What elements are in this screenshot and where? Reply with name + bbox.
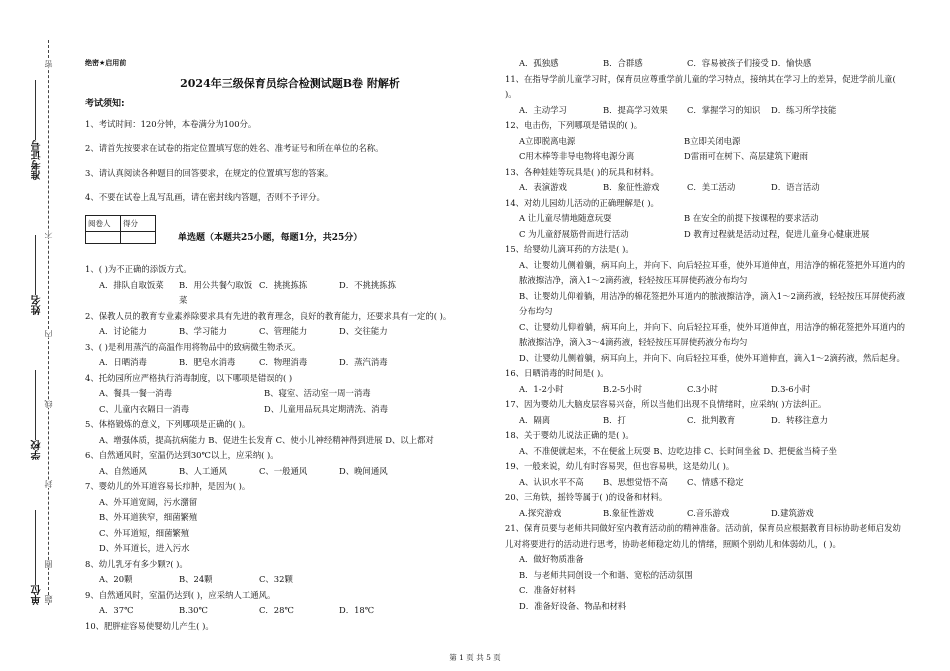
answer-option: B、24颗: [179, 574, 213, 584]
answer-option: A．1-2小时: [519, 383, 564, 394]
answer-option: B．合群感: [603, 58, 643, 68]
question-stem: 13、各种娃娃等玩具是( )的玩具和材料。: [505, 166, 659, 177]
answer-option: B、外耳道狭窄，细菌繁殖: [99, 512, 198, 522]
answer-option: D.3-6小时: [771, 383, 811, 394]
note-item: 2、请首先按要求在试卷的指定位置填写您的姓名、准考证号和所在单位的名称。: [85, 143, 384, 153]
question-stem: 6、自然通风时，室温仍达到30℃以上，应采纳( )。: [85, 450, 279, 460]
page-title: 2024年三级保育员综合检测试题B卷 附解析: [180, 76, 400, 90]
name-label: 姓名: [32, 295, 43, 315]
option-row: [519, 134, 905, 150]
answer-option: B、寝室、活动室一周一消毒: [264, 388, 371, 398]
score-table-header: 得分: [121, 215, 156, 232]
answer-option: A、自然通风: [99, 465, 147, 476]
secret-label: 绝密★启用前: [85, 59, 127, 67]
answer-option: C．准备好材料: [519, 585, 576, 595]
answer-option: D雷雨可在树下、高层建筑下避雨: [684, 151, 808, 161]
question-stem: 9、自然通风时，室温仍达到( )，应采纳人工通风。: [85, 589, 276, 600]
question-stem: 7、婴幼儿的外耳道容易长疖肿，是因为( )。: [85, 481, 251, 491]
answer-option: A．表演游戏: [519, 182, 567, 192]
option-row: [519, 227, 905, 243]
answer-option: B．与老师共同创设一个和谐、宽松的活动氛围: [519, 569, 693, 580]
question-stem: 5、体格锻炼的意义，下列哪项是正确的( )。: [85, 419, 251, 429]
answer-option: A、认识水平不高: [519, 476, 584, 487]
answer-option: A、餐具一餐一消毒: [99, 388, 173, 398]
answer-option: B 在安全的前提下按课程的要求活动: [684, 213, 819, 223]
section-title: 单选题（本题共25小题，每题1分，共25分）: [178, 232, 363, 243]
question-stem: 3、( )是利用蒸汽的高温作用将物品中的致病微生物杀灭。: [85, 341, 301, 352]
answer-option: C、32颗: [259, 574, 293, 584]
answer-option: D．练习所学技能: [771, 104, 837, 115]
question-stem: 17、因为婴幼儿大脑皮层容易兴奋，所以当他们出现不良情绪时，应采纳( )方法纠正。: [505, 399, 827, 409]
answer-option: D、晚间通风: [339, 465, 388, 476]
dashed-mark: 封: [44, 480, 53, 488]
question-stem: 4、托幼园所应严格执行消毒制度，以下哪项是错误的( ): [85, 372, 293, 383]
seal-dashed-line: [48, 40, 49, 605]
answer-option: C、让婴幼儿仰着躺，病耳向上，并向下、向后轻拉耳垂，使外耳道伸直，用洁净的棉花签把外耳道内的脓液擦洁净，滴入3～4滴药液，轻轻按压耳屏使药液分布均匀: [519, 321, 905, 347]
answer-option: A．孤独感: [519, 58, 559, 68]
note-item: 1、考试时间：120分钟，本卷满分为100分。: [85, 118, 257, 129]
school-blank: [35, 370, 36, 440]
option-row: [519, 103, 905, 119]
question-stem: 16、日晒消毒的时间是( )。: [505, 368, 609, 378]
answer-option: A．隔离: [519, 414, 551, 425]
question-stem: 18、关于婴幼儿说法正确的是( )。: [505, 430, 634, 440]
option-row: [519, 382, 905, 398]
answer-option: D、外耳道长，进入污水: [99, 543, 190, 553]
school-label: 学校: [32, 440, 43, 460]
answer-option: B．打: [603, 414, 626, 425]
answer-option: A、让婴幼儿侧着躺，病耳向上，并向下、向后轻拉耳垂，使外耳道伸直，用洁净的棉花签把外耳道内的脓液擦洁净，滴入1～2滴药液，轻轻按压耳屏使药液分布均匀: [519, 259, 905, 285]
answer-option: D、交往能力: [339, 326, 388, 336]
right-column: [505, 56, 905, 614]
answer-option: C、儿童内衣隔日一消毒: [99, 403, 190, 414]
answer-option: A.探究游戏: [519, 507, 562, 518]
question-stem: 12、电击伤，下列哪项是错误的( )。: [505, 120, 643, 130]
name-blank: [35, 235, 36, 295]
answer-option: A立即脱离电源: [519, 135, 576, 146]
score-table-header: 阅卷人: [86, 215, 121, 232]
option-row: [519, 211, 905, 227]
answer-option: C．批判教育: [687, 414, 736, 425]
answer-option: C用木棒等非导电物将电源分离: [519, 151, 635, 161]
answer-option: C、外耳道短，细菌繁殖: [99, 527, 190, 538]
answer-option: A、20颗: [99, 574, 133, 584]
answer-option: C 为儿童舒展筋骨而进行活动: [519, 228, 629, 239]
score-table: [85, 215, 156, 245]
question-stem: 19、一般来说，幼儿有时容易哭，但也容易哄，这是幼儿( )。: [505, 461, 735, 471]
answer-option: D、让婴幼儿侧着躺，病耳向上，并向下、向后轻拉耳垂，使外耳道伸直，滴入1～2滴药液，然后起身。: [519, 352, 905, 363]
answer-option: D．18℃: [339, 605, 375, 615]
answer-option: B．提高学习效果: [603, 104, 668, 115]
option-row: [519, 506, 905, 522]
left-question-list: [85, 262, 495, 634]
option-row: [99, 572, 495, 588]
note-item: 3、请认真阅读各种题目的回答要求，在规定的位置填写您的答案。: [85, 167, 334, 178]
answer-option: A、不准便就起来，不在便盆上玩耍 B、边吃边排 C、长时间坐盆 D、把便盆当椅子坐: [519, 445, 838, 456]
answer-option: B、让婴幼儿仰着躺，用洁净的棉花签把外耳道内的脓液擦洁净，滴入1～2滴药液，轻轻按压耳屏使药液分布均匀: [519, 290, 905, 316]
question-stem: 1、( )为不正确的添饭方式。: [85, 264, 192, 274]
answer-option: A．排队自取饭菜: [99, 279, 164, 290]
answer-option: B、学习能力: [179, 326, 228, 336]
option-row: [99, 603, 495, 619]
answer-option: D、儿童用品玩具定期清洗、消毒: [264, 403, 388, 414]
answer-option: D．蒸汽消毒: [339, 357, 388, 367]
dashed-mark: 圈: [44, 560, 53, 568]
answer-option: A 让儿童尽情地随意玩耍: [519, 213, 612, 223]
answer-option: C．物理消毒: [259, 357, 308, 367]
option-row: [99, 324, 495, 340]
answer-option: D．语言活动: [771, 182, 820, 192]
answer-option: A．做好物质准备: [519, 554, 584, 564]
answer-option: B.象征性游戏: [603, 507, 654, 518]
score-cell[interactable]: [86, 232, 121, 244]
option-row: [99, 355, 495, 371]
answer-option: D．不挑挑拣拣: [339, 279, 396, 290]
dashed-mark: 题: [44, 595, 53, 603]
note-item: 4、不要在试卷上乱写乱画，请在密封线内答题，否则不予评分。: [85, 192, 325, 202]
option-row: [519, 180, 905, 196]
answer-option: B、人工通风: [179, 465, 228, 476]
answer-option: A、外耳道宽阔，污水潴留: [99, 496, 198, 507]
question-stem: 11、在指导学前儿童学习时，保育员应尊重学前儿童的学习特点，接纳其在学习上的差异，促进学前儿童( )。: [505, 73, 896, 99]
left-column: [85, 56, 495, 634]
dashed-mark: 线: [44, 400, 53, 408]
answer-option: C.3小时: [687, 383, 718, 394]
answer-option: A．37℃: [99, 605, 134, 615]
answer-option: B.2-5小时: [603, 383, 643, 394]
answer-option: C．美工活动: [687, 182, 736, 192]
answer-option: A．讨论能力: [99, 326, 147, 336]
answer-option: A．日晒消毒: [99, 357, 147, 367]
dashed-mark: 内: [44, 330, 53, 338]
binding-margin: [0, 40, 60, 640]
option-row: [99, 464, 495, 480]
answer-option: D 教育过程就是活动过程，促进儿童身心健康进展: [684, 228, 870, 239]
answer-option: C、一般通风: [259, 465, 308, 476]
question-stem: 14、对幼儿园幼儿活动的正确理解是( )。: [505, 197, 659, 208]
option-row: [519, 56, 905, 72]
answer-option: C.音乐游戏: [687, 507, 730, 518]
answer-option: C、情感不稳定: [687, 476, 744, 487]
answer-option: C．挑挑拣拣: [259, 279, 308, 290]
page-footer: 第 1 页 共 5 页: [449, 653, 501, 662]
answer-option: D．转移注意力: [771, 414, 828, 425]
answer-option: C．容易被孩子们接受: [687, 58, 769, 68]
option-row: [519, 475, 905, 491]
answer-option: A．主动学习: [519, 104, 567, 115]
unit-label: 单位: [32, 585, 43, 605]
answer-option: B．肥皂水消毒: [179, 357, 236, 367]
notes-heading: 考试须知:: [85, 99, 125, 109]
question-stem: 8、幼儿乳牙有多少颗?( )。: [85, 558, 188, 569]
exam-number-blank: [35, 80, 36, 140]
answer-option: B立即关闭电源: [684, 135, 741, 146]
exam-number-label: 准考证号: [32, 140, 43, 180]
answer-option: B.30℃: [179, 605, 208, 615]
question-stem: 21、保育员要与老师共同做好室内教育活动前的精神准备。活动前，保育员应根据教育目标协助老师启发幼儿对将要进行的活动进行思考，协助老师稳定幼儿的情绪，照顾个别幼儿和体弱幼儿，( )。: [505, 523, 901, 549]
right-question-list: [505, 56, 905, 614]
score-row: [85, 215, 495, 245]
question-stem: 15、给婴幼儿滴耳药的方法是( )。: [505, 244, 634, 254]
answer-option: B．用公共餐勺取饭菜: [179, 279, 253, 305]
answer-option: C．28℃: [259, 605, 294, 615]
answer-option: D．准备好设备、物品和材料: [519, 600, 627, 611]
answer-option: C．掌握学习的知识: [687, 104, 761, 115]
answer-option: D．愉快感: [771, 58, 812, 68]
question-stem: 10、肥胖症容易使婴幼儿产生( )。: [85, 620, 214, 631]
answer-option: C、管理能力: [259, 326, 308, 336]
option-row: [99, 402, 495, 418]
option-row: [519, 149, 905, 165]
score-cell[interactable]: [121, 232, 156, 244]
answer-option: D.建筑游戏: [771, 507, 814, 518]
dashed-mark: 不: [44, 230, 53, 238]
option-row: [519, 413, 905, 429]
option-row: [99, 278, 495, 309]
answer-option: B、思想觉悟不高: [603, 476, 668, 487]
dashed-mark: 密: [44, 60, 53, 68]
option-row: [99, 386, 495, 402]
question-stem: 20、三角铁，摇铃等属于( )的设备和材料。: [505, 492, 668, 502]
answer-option: B．象征性游戏: [603, 182, 660, 192]
unit-blank: [35, 510, 36, 585]
question-stem: 2、保教人员的教育专业素养除要求具有先进的教育理念，良好的教育能力，还要求具有一定的( )。: [85, 310, 452, 321]
answer-option: A、增强体质，提高抗病能力 B、促进生长发育 C、使小儿神经精神得到进展 D、以上都对: [99, 434, 434, 445]
